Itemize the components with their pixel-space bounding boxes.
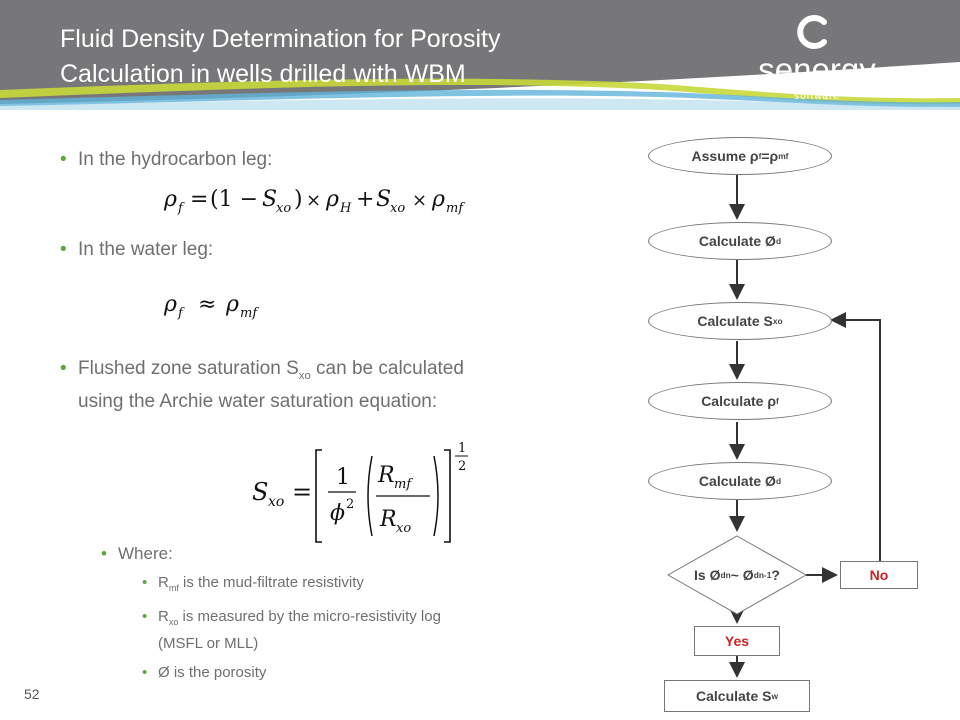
flow-node-calc-phid bbox=[648, 222, 832, 260]
flow-node-calc-sw bbox=[664, 680, 810, 712]
assume-eq: =ρ bbox=[761, 148, 779, 164]
calc-phid-sub: d bbox=[775, 236, 782, 246]
flow-node-decision bbox=[660, 562, 814, 588]
svg-text:×: × bbox=[412, 190, 428, 211]
svg-text:(1 −: (1 − bbox=[210, 187, 259, 212]
flow-node-calc-rhof bbox=[648, 382, 832, 420]
svg-text:R: R bbox=[378, 463, 395, 488]
assume-sub-f: f bbox=[758, 151, 762, 161]
assume-sub-mf: mf bbox=[778, 151, 789, 161]
flow-node-no bbox=[840, 561, 918, 589]
phi-text: Ø is the porosity bbox=[158, 664, 267, 681]
svg-text:+: + bbox=[356, 187, 375, 212]
bullet-dot-icon: • bbox=[142, 608, 148, 625]
svg-text:≈: ≈ bbox=[198, 292, 217, 317]
rxo-symbol: R bbox=[158, 608, 169, 625]
svg-text:ρ: ρ bbox=[164, 292, 177, 317]
rxo-text-line2: (MSFL or MLL) bbox=[158, 635, 259, 652]
logo-wordmark: senergy bbox=[758, 51, 876, 88]
rxo-subscript: xo bbox=[168, 617, 179, 627]
svg-text:H: H bbox=[340, 201, 352, 216]
svg-text:ρ: ρ bbox=[226, 292, 239, 317]
bullet-hydrocarbon-text: In the hydrocarbon leg: bbox=[78, 149, 273, 170]
svg-text:=: = bbox=[292, 478, 313, 506]
svg-text:mf: mf bbox=[240, 306, 258, 321]
bullet-dot-icon: • bbox=[60, 149, 67, 170]
where-text: Where: bbox=[118, 544, 173, 563]
svg-text:2: 2 bbox=[346, 497, 355, 512]
title-line1: Fluid Density Determination for Porosity bbox=[60, 25, 501, 53]
decision-sub-dn: dn bbox=[720, 570, 731, 580]
flushed-text-b: can be calculated bbox=[310, 358, 464, 379]
svg-text:×: × bbox=[306, 190, 322, 211]
svg-text:f: f bbox=[178, 306, 183, 321]
calc-sw-label: Calculate S bbox=[696, 688, 772, 704]
svg-text:R: R bbox=[380, 507, 397, 532]
calc-phid2-label: Calculate Ø bbox=[698, 473, 776, 489]
svg-text:1: 1 bbox=[336, 465, 350, 490]
calc-phid-label: Calculate Ø bbox=[698, 233, 776, 249]
svg-text:S: S bbox=[376, 187, 392, 212]
flow-node-calc-phid-repeat bbox=[648, 462, 832, 500]
yes-label: Yes bbox=[724, 633, 750, 649]
logo-subtitle: software bbox=[794, 91, 840, 102]
decision-sub-dn1: dn-1 bbox=[753, 570, 772, 580]
bullet-dot-icon: • bbox=[60, 358, 67, 379]
flow-node-calc-sxo bbox=[648, 302, 832, 340]
calc-sxo-label: Calculate S bbox=[697, 313, 773, 329]
calc-sxo-sub: xo bbox=[772, 316, 783, 326]
svg-text:ϕ: ϕ bbox=[330, 501, 345, 526]
decision-text-a: Is Ø bbox=[694, 567, 721, 583]
rmf-text: is the mud-filtrate resistivity bbox=[178, 574, 364, 591]
flushed-sub: xo bbox=[298, 369, 311, 382]
rxo-text: is measured by the micro-resistivity log bbox=[178, 608, 441, 625]
flushed-text-a: Flushed zone saturation S bbox=[78, 358, 299, 379]
svg-text:xo: xo bbox=[390, 201, 406, 216]
rmf-symbol: R bbox=[158, 574, 169, 591]
svg-text:mf: mf bbox=[394, 477, 412, 492]
assume-label: Assume ρ bbox=[691, 148, 759, 164]
decision-text-c: ? bbox=[771, 567, 780, 583]
svg-text:1: 1 bbox=[458, 441, 467, 456]
svg-text:=: = bbox=[190, 187, 209, 212]
svg-text:S: S bbox=[252, 478, 269, 506]
bullet-dot-icon: • bbox=[101, 544, 107, 563]
svg-text:mf: mf bbox=[446, 201, 464, 216]
svg-text:xo: xo bbox=[396, 521, 412, 536]
svg-text:ρ: ρ bbox=[432, 187, 445, 212]
svg-text:xo: xo bbox=[268, 494, 285, 510]
svg-text:xo: xo bbox=[276, 201, 292, 216]
svg-text:f: f bbox=[178, 201, 183, 216]
bullet-dot-icon: • bbox=[142, 574, 148, 591]
svg-text:ρ: ρ bbox=[164, 187, 177, 212]
bullet-dot-icon: • bbox=[60, 239, 67, 260]
flow-node-assume-density bbox=[648, 137, 832, 175]
svg-text:2: 2 bbox=[458, 459, 467, 474]
title-line2: Calculation in wells drilled with WBM bbox=[60, 60, 466, 88]
bullet-dot-icon: • bbox=[142, 664, 148, 681]
calc-sw-sub: w bbox=[771, 691, 778, 701]
calc-rhof-label: Calculate ρ bbox=[701, 393, 776, 409]
bullet-water-text: In the water leg: bbox=[78, 239, 214, 260]
flushed-text-line2: using the Archie water saturation equation: bbox=[78, 390, 438, 412]
svg-text:ρ: ρ bbox=[326, 187, 339, 212]
svg-text:S: S bbox=[262, 187, 278, 212]
decision-text-b: ~ Ø bbox=[730, 567, 754, 583]
svg-text:): ) bbox=[294, 187, 303, 212]
no-label: No bbox=[869, 567, 889, 583]
page-number: 52 bbox=[24, 686, 40, 702]
rmf-subscript: mf bbox=[168, 583, 179, 593]
calc-phid2-sub: d bbox=[775, 476, 782, 486]
flow-node-yes bbox=[694, 626, 780, 656]
calc-rhof-sub: f bbox=[776, 396, 779, 406]
